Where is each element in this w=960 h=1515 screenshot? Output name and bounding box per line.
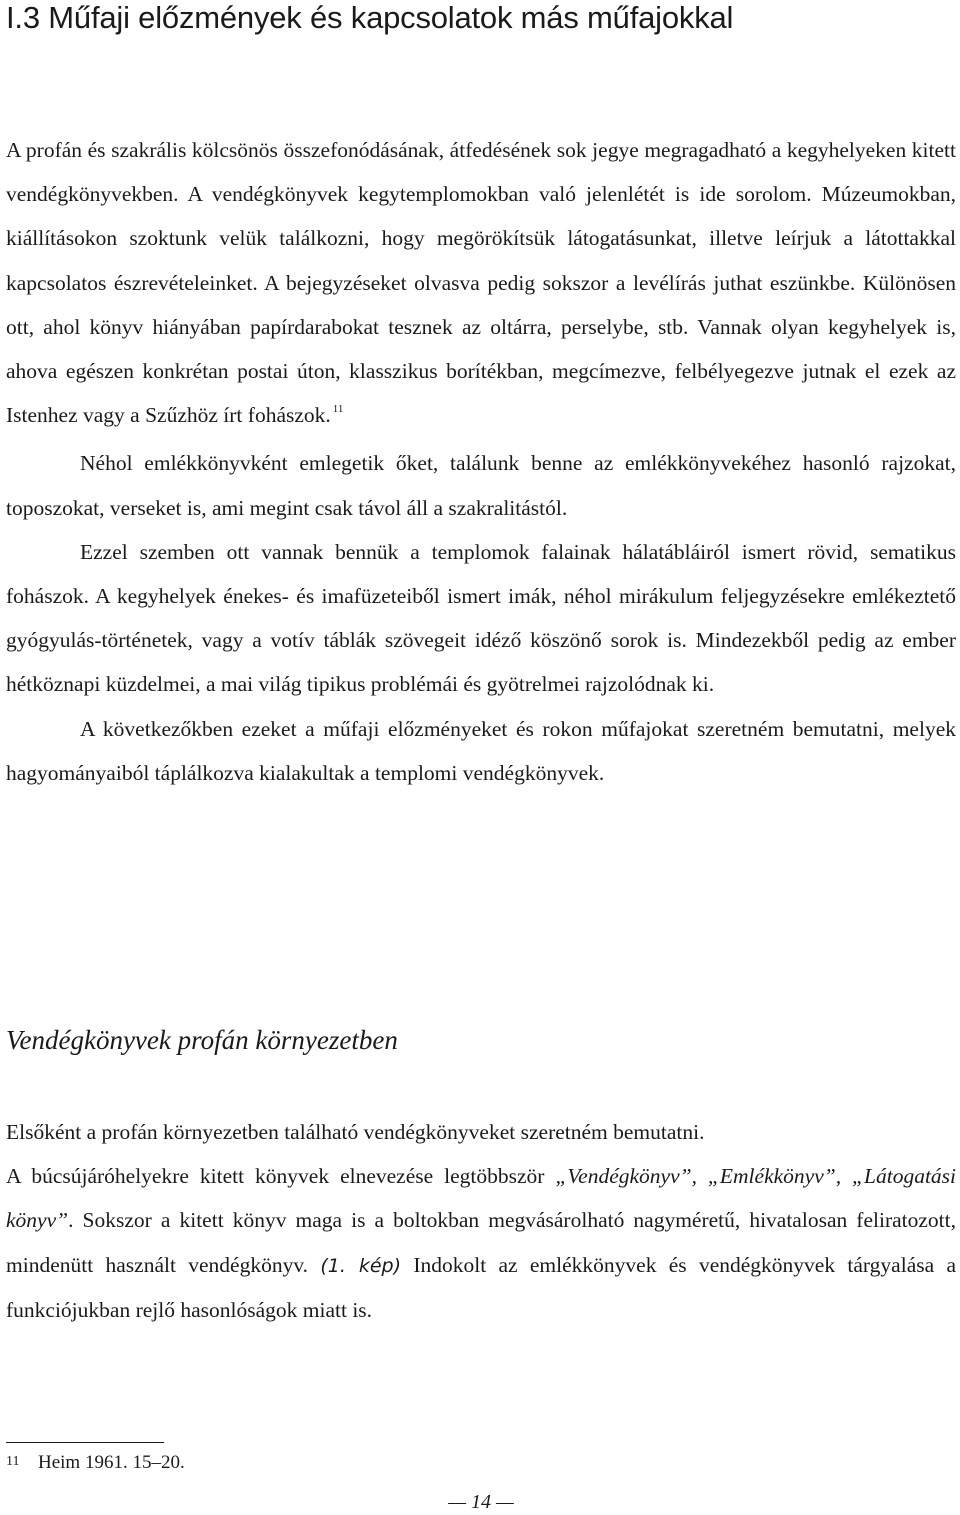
paragraph-6-text-b: . Sokszor a kitett könyv maga is a boltokban megvásárolható nagyméretű, hivatalosan feliratozott, mindenütt használt vendégkönyv.: [6, 1208, 956, 1277]
footnote-text: Heim 1961. 15–20.: [38, 1452, 185, 1473]
footnote-number: 11: [6, 1454, 20, 1469]
chapter-heading: I.3 Műfaji előzmények és kapcsolatok más műfajokkal: [6, 0, 734, 35]
page-number: — 14 —: [448, 1491, 514, 1513]
image-reference[interactable]: (1. kép): [320, 1254, 402, 1277]
paragraph-6-text-a: A búcsújáróhelyekre kitett könyvek elnevezése legtöbbször: [6, 1164, 556, 1189]
section-subheading: Vendégkönyvek profán környezetben: [6, 1025, 398, 1055]
book-names-italic: „Vendégkönyv”, „Emlékkönyv”, „Látogatási könyv”: [6, 1164, 957, 1233]
paragraph-2: Néhol emlékkönyvként emlegetik őket, találunk benne az emlékkönyvekéhez hasonló rajzokat, toposzokat, verseket is, ami megint csak távol áll a szakralitástól.: [6, 451, 956, 520]
paragraph-3: Ezzel szemben ott vannak bennük a templomok falainak hálatábláiról ismert rövid, sematikus fohászok. A kegyhelyek énekes- és imafüzeteiből ismert imák, néhol mirákulum feljegyzésekre emlékeztető gyógyulás-történetek, vagy a votív táblák szövegeit idéző köszönő sorok is. Mindezekből pedig az ember hétköznapi küzdelmei, a mai világ tipikus problémái és gyötrelmei rajzolódnak ki.: [6, 539, 956, 697]
section-profane-guestbooks: [6, 1110, 956, 1332]
paragraph-4: A következőkben ezeket a műfaji előzményeket és rokon műfajokat szeretném bemutatni, melyek hagyományaiból táplálkozva kialakultak a templomi vendégkönyvek.: [6, 716, 956, 785]
footnote: [6, 1451, 185, 1477]
footnote-reference[interactable]: 11: [332, 403, 344, 416]
footnote-divider: [6, 1442, 164, 1443]
paragraph-1-text: A profán és szakrális kölcsönös összefonódásának, átfedésének sok jegye megragadható a kegyhelyeken kitett vendégkönyvekben. A vendégkönyvek kegytemplomokban való jelenlétét is ide sorolom. Múzeumokban, kiállításokon szoktunk velük találkozni, hogy megörökítsük látogatásunkat, illetve leírjuk a látottakkal kapcsolatos észrevételeinket. A bejegyzéseket olvasva pedig sokszor a levélírás juthat eszünkbe. Különösen ott, ahol könyv hiányában papírdarabokat tesznek az oltárra, perselybe, stb. Vannak olyan kegyhelyek is, ahova egészen konkrétan postai úton, klasszikus borítékban, megcímezve, felbélyegezve jutnak el ezek az Istenhez vagy a Szűzhöz írt fohászok.: [6, 138, 956, 428]
section-intro: [6, 128, 956, 795]
paragraph-6-text-c: Indokolt az emlékkönyvek és vendégkönyvek tárgyalása a funkciójukban rejlő hasonlóságok miatt is.: [6, 1252, 956, 1322]
paragraph-1: [6, 128, 956, 441]
paragraph-5: Elsőként a profán környezetben található vendégkönyveket szeretném bemutatni.: [6, 1120, 705, 1144]
paragraph-6: [6, 1154, 956, 1332]
